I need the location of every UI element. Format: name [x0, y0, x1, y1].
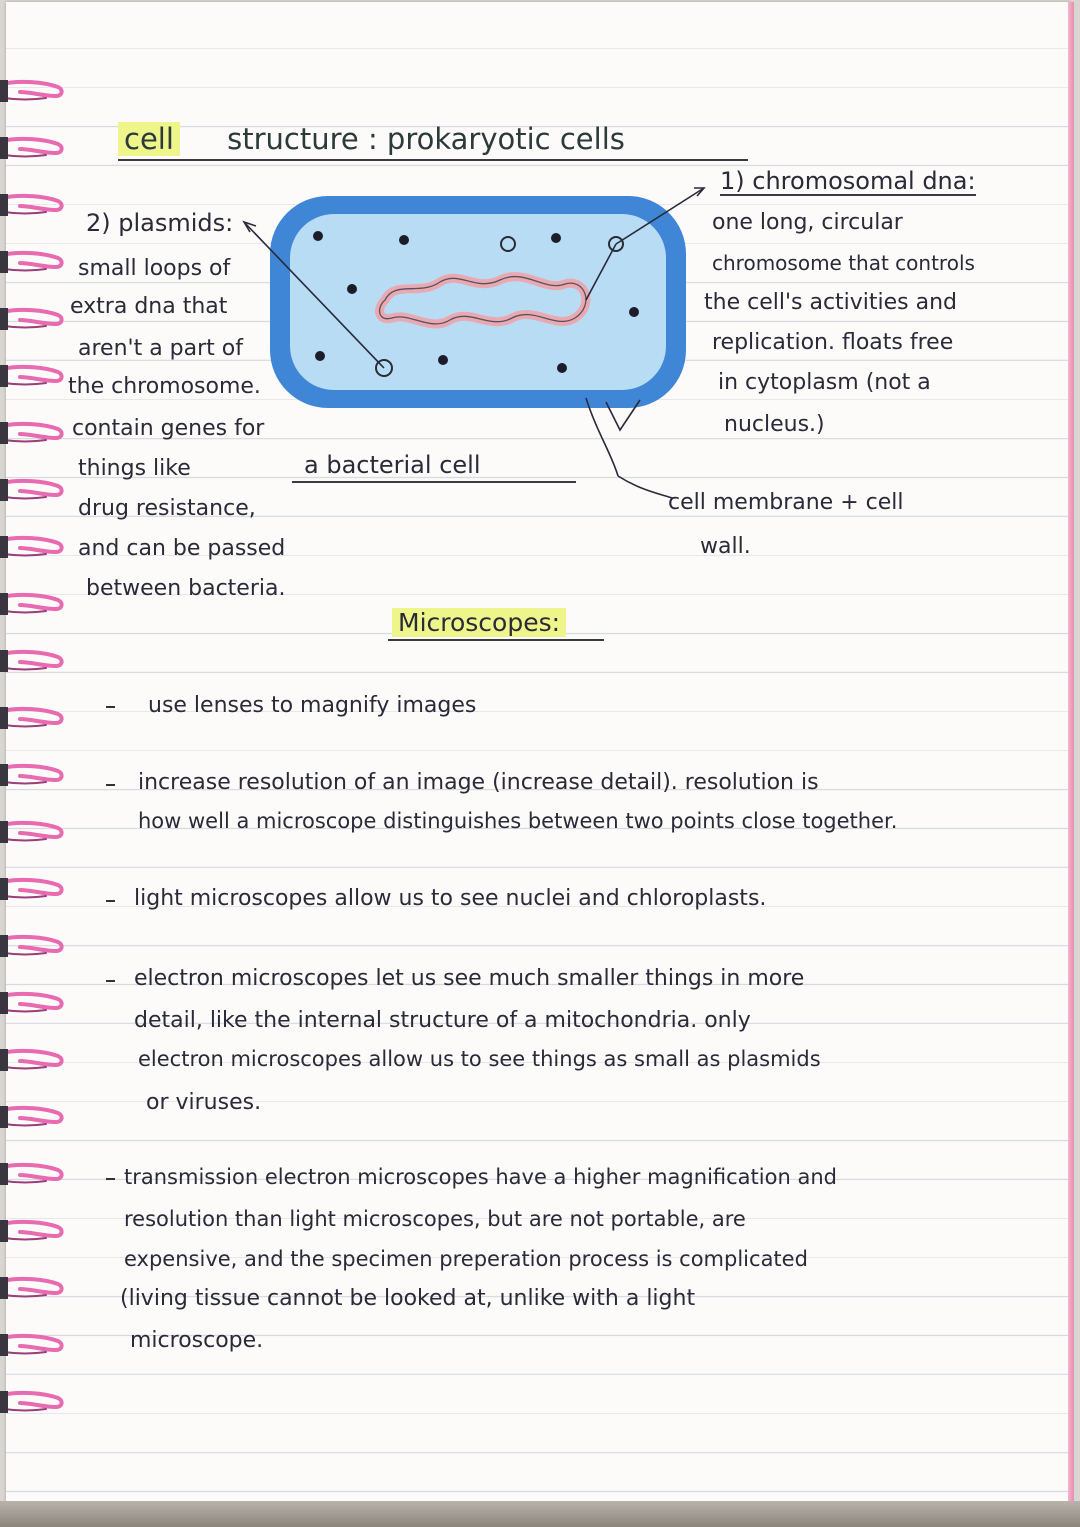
membrane-line: wall.	[700, 534, 751, 559]
chromosomal-dna-line: replication. floats free	[712, 330, 954, 355]
diagram-label: a bacterial cell	[304, 451, 481, 479]
bullet-text: light microscopes allow us to see nuclei and chloroplasts.	[134, 886, 767, 911]
plasmids-line: between bacteria.	[86, 576, 286, 601]
chromosomal-dna-line: chromosome that controls	[712, 251, 975, 275]
membrane-line: cell membrane + cell	[668, 490, 904, 515]
plasmids-line: extra dna that	[70, 294, 228, 319]
bullet-dash	[106, 980, 115, 982]
plasmids-heading: 2) plasmids:	[86, 209, 234, 237]
plasmids-line: drug resistance,	[78, 496, 256, 521]
bullet-text: electron microscopes let us see much smaller things in more	[134, 966, 805, 991]
chromosomal-dna-line: in cytoplasm (not a	[718, 370, 931, 395]
page-title	[118, 122, 625, 156]
bullet-text: transmission electron microscopes have a higher magnification and	[124, 1165, 837, 1189]
chromosomal-dna-line: one long, circular	[712, 210, 903, 235]
bullet-text: detail, like the internal structure of a mitochondria. only	[134, 1008, 751, 1033]
bullet-text: expensive, and the specimen preperation process is complicated	[124, 1247, 808, 1271]
plasmids-line: small loops of	[78, 256, 231, 281]
bullet-dash	[106, 1178, 115, 1180]
bullet-text: (living tissue cannot be looked at, unlike with a light	[120, 1286, 696, 1311]
title-rest: structure : prokaryotic cells	[227, 122, 625, 156]
plasmids-line: and can be passed	[78, 536, 286, 561]
bullet-text: how well a microscope distinguishes between two points close together.	[138, 809, 898, 833]
plasmids-line: the chromosome.	[68, 374, 261, 399]
bullet-text: microscope.	[130, 1328, 264, 1353]
title-prefix: cell	[118, 122, 180, 156]
bullet-text: or viruses.	[146, 1090, 262, 1115]
plasmids-line: contain genes for	[72, 416, 265, 441]
bullet-text: electron microscopes allow us to see things as small as plasmids	[138, 1047, 821, 1071]
plasmids-line: things like	[78, 456, 191, 481]
bullet-text: use lenses to magnify images	[148, 693, 477, 718]
chromosomal-dna-line: nucleus.)	[724, 412, 825, 437]
microscopes-heading-text: Microscopes:	[392, 608, 566, 637]
bullet-dash	[106, 784, 115, 786]
bullet-dash	[106, 900, 115, 902]
chromosomal-dna-heading: 1) chromosomal dna:	[720, 167, 976, 195]
bullet-text: resolution than light microscopes, but are not portable, are	[124, 1207, 746, 1231]
bullet-text: increase resolution of an image (increase detail). resolution is	[138, 770, 819, 795]
bullet-dash	[106, 706, 115, 708]
plasmids-line: aren't a part of	[78, 336, 243, 361]
chromosomal-dna-line: the cell's activities and	[704, 290, 958, 315]
microscopes-heading	[392, 610, 566, 636]
